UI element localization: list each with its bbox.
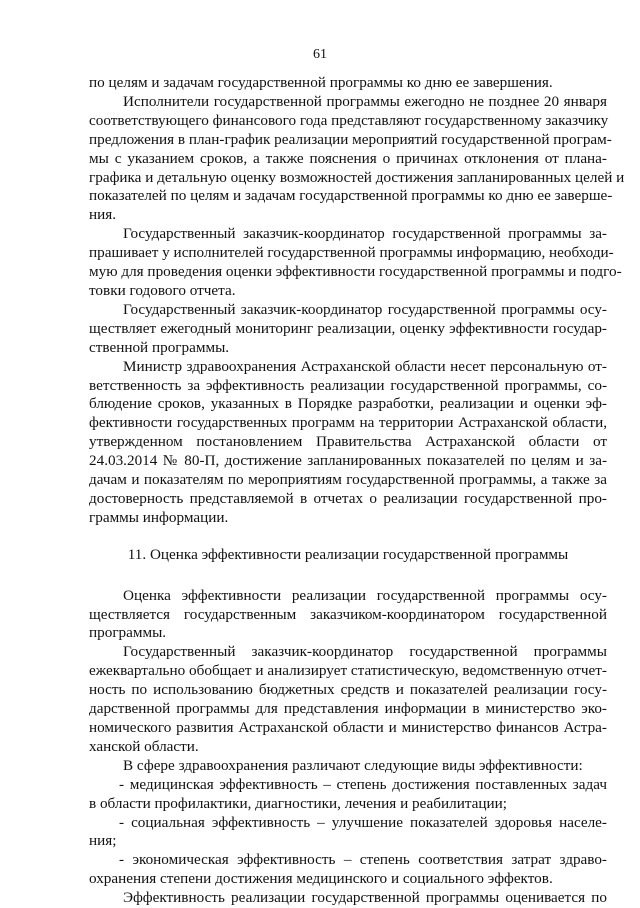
text-line: программы.	[89, 624, 167, 642]
paragraph	[89, 757, 607, 776]
text-line: предложения в план-график реализации мероприятий государственной програм-	[89, 130, 612, 148]
text-line: 24.03.2014 № 80-П, достижение запланированных показателей по целям и за-	[89, 452, 607, 470]
text-line: Исполнители государственной программы ежегодно не позднее 20 января	[123, 92, 607, 110]
text-line: - медицинская эффективность – степень достижения поставленных задач	[119, 775, 607, 793]
section-heading: 11. Оценка эффективности реализации государственной программы	[127, 545, 569, 563]
paragraph	[89, 587, 607, 644]
text-line: графика и детальную оценку возможностей достижения запланированных целей и	[89, 168, 625, 186]
text-line: номического развития Астраханской области и министерство финансов Астра-	[89, 719, 607, 736]
text-line: мы с указанием сроков, а также пояснения о причинах отклонения от плана-	[89, 149, 607, 167]
page-number: 61	[313, 47, 327, 62]
text-line: ветственность за эффективность реализации государственной программы, со-	[89, 376, 607, 394]
list-item	[89, 776, 607, 814]
paragraph	[89, 889, 607, 908]
list-item	[89, 814, 607, 852]
paragraph	[89, 301, 607, 358]
paragraph	[89, 225, 622, 301]
text-line: дарственной программы для представления информации в министерство эко-	[89, 700, 607, 718]
text-line: Министр здравоохранения Астраханской области несет персональную от-	[123, 357, 607, 375]
text-line: блюдение сроков, указанных в Порядке разработки, реализации и оценки эф-	[89, 395, 607, 413]
text-line: мую для проведения оценки эффективности государственной программы и подго-	[89, 263, 622, 281]
text-line: по целям и задачам государственной программы ко дню ее завершения.	[89, 74, 553, 91]
text-line: Государственный заказчик-координатор государственной программы	[123, 643, 607, 661]
text-line: в области профилактики, диагностики, лечения и реабилитации;	[89, 794, 507, 812]
paragraph	[89, 358, 607, 528]
text-line: ния.	[89, 206, 117, 224]
text-line: ность по использованию бюджетных средств и показателей реализации госу-	[89, 681, 607, 699]
page-content	[89, 74, 625, 908]
paragraph	[89, 643, 607, 756]
paragraph	[89, 74, 607, 93]
text-line: дачам и показателям по мероприятиям государственной программы, а также за	[89, 471, 607, 489]
text-line: Эффективность реализации государственной программы оценивается по	[123, 889, 607, 907]
text-line: Государственный заказчик-координатор государственной программы за-	[123, 225, 607, 243]
text-line: показателей по целям и задачам государственной программы ко дню ее заверше-	[89, 187, 613, 205]
text-line: Государственный заказчик-координатор государственной программы осу-	[123, 300, 607, 318]
text-line: - экономическая эффективность – степень соответствия затрат здраво-	[119, 851, 607, 869]
text-line: граммы информации.	[89, 508, 229, 526]
text-line: ния;	[89, 832, 117, 850]
text-line: В сфере здравоохранения различают следующие виды эффективности:	[123, 756, 583, 774]
text-line: охранения степени достижения медицинского и социального эффектов.	[89, 870, 553, 888]
list-item	[89, 851, 607, 889]
text-line: достоверность представляемой в отчетах о реализации государственной про-	[89, 489, 607, 507]
text-line: - социальная эффективность – улучшение показателей здоровья населе-	[119, 813, 607, 831]
text-line: ществляется государственным заказчиком-координатором государственной	[89, 605, 607, 623]
text-line: фективности государственных программ на территории Астраханской области,	[89, 414, 607, 432]
text-line: соответствующего финансового года представляют государственному заказчику	[89, 111, 609, 129]
paragraph	[89, 92, 625, 225]
text-line: ществляет ежегодный мониторинг реализации, оценку эффективности государ-	[89, 319, 607, 337]
text-line: ежеквартально обобщает и анализирует статистическую, ведомственную отчет-	[89, 662, 607, 680]
text-line: ственной программы.	[89, 338, 230, 356]
text-line: ханской области.	[89, 737, 199, 755]
text-line: Оценка эффективности реализации государственной программы осу-	[123, 586, 607, 604]
text-line: прашивает у исполнителей государственной программы информацию, необходи-	[89, 244, 614, 262]
text-line: товки годового отчета.	[89, 281, 236, 299]
text-line: утвержденном постановлением Правительства Астраханской области от	[89, 433, 607, 451]
